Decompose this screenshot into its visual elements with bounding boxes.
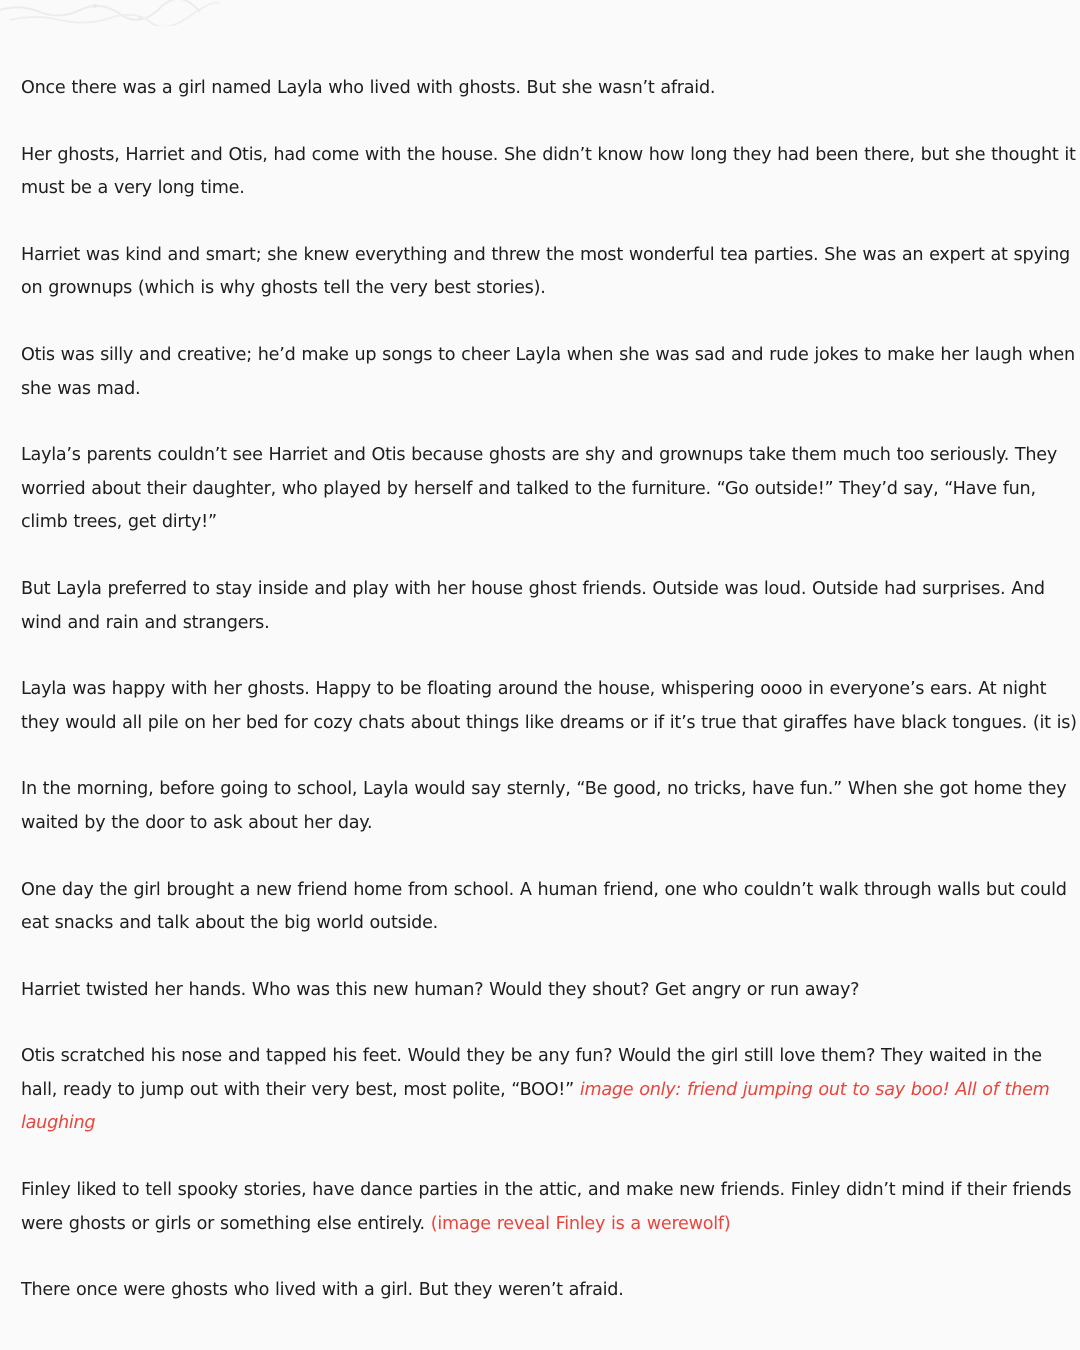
story-paragraph-6: But Layla preferred to stay inside and play with her house ghost friends. Outside was loud. Outside had surprises. And wind and rain and strangers.	[21, 578, 1045, 633]
story-paragraph-11: Otis scratched his nose and tapped his feet. Would they be any fun? Would the girl still love them? They waited in the hall, ready to jump out with their very best, most polite, “BOO!” image only: friend jumping out to say boo! All of them laughing	[21, 1046, 1050, 1134]
illustration-note: image only: friend jumping out to say boo! All of them laughing	[21, 1079, 1050, 1134]
story-paragraph-2: Her ghosts, Harriet and Otis, had come with the house. She didn’t know how long they had been there, but she thought it must be a very long time.	[21, 144, 1076, 199]
story-paragraph-3: Harriet was kind and smart; she knew everything and threw the most wonderful tea parties. She was an expert at spying on grownups (which is why ghosts tell the very best stories).	[21, 244, 1070, 299]
story-paragraph-7: Layla was happy with her ghosts. Happy to be floating around the house, whispering oooo in everyone’s ears. At night they would all pile on her bed for cozy chats about things like dreams or if it’s true that giraffes have black tongues. (it is)	[21, 679, 1077, 733]
story-paragraph-1: Once there was a girl named Layla who lived with ghosts. But she wasn’t afraid.	[21, 78, 716, 98]
story-paragraph-10: Harriet twisted her hands. Who was this new human? Would they shout? Get angry or run away?	[21, 979, 860, 1000]
story-paragraph-9: One day the girl brought a new friend home from school. A human friend, one who couldn’t walk through walls but could eat snacks and talk about the big world outside.	[21, 879, 1067, 934]
story-paragraph-13: There once were ghosts who lived with a girl. But they weren’t afraid.	[21, 1280, 624, 1301]
decorative-header-artwork	[0, 0, 230, 26]
story-paragraph-12: Finley liked to tell spooky stories, have dance parties in the attic, and make new friends. Finley didn’t mind if their friends were ghosts or girls or something else entirely. (image reveal Finley is a werewolf)	[21, 1180, 1072, 1234]
story-paragraph-5: Layla’s parents couldn’t see Harriet and Otis because ghosts are shy and grownups take them much too seriously. They worried about their daughter, who played by herself and talked to the furniture. “Go outside!” They’d say, “Have fun, climb trees, get dirty!”	[21, 445, 1058, 533]
story-paragraph-4: Otis was silly and creative; he’d make up songs to cheer Layla when she was sad and rude jokes to make her laugh when she was mad.	[21, 344, 1075, 399]
story-text	[21, 72, 1080, 1341]
illustration-note: (image reveal Finley is a werewolf)	[430, 1213, 731, 1234]
story-paragraph-8: In the morning, before going to school, Layla would say sternly, “Be good, no tricks, have fun.” When she got home they waited by the door to ask about her day.	[21, 779, 1067, 833]
